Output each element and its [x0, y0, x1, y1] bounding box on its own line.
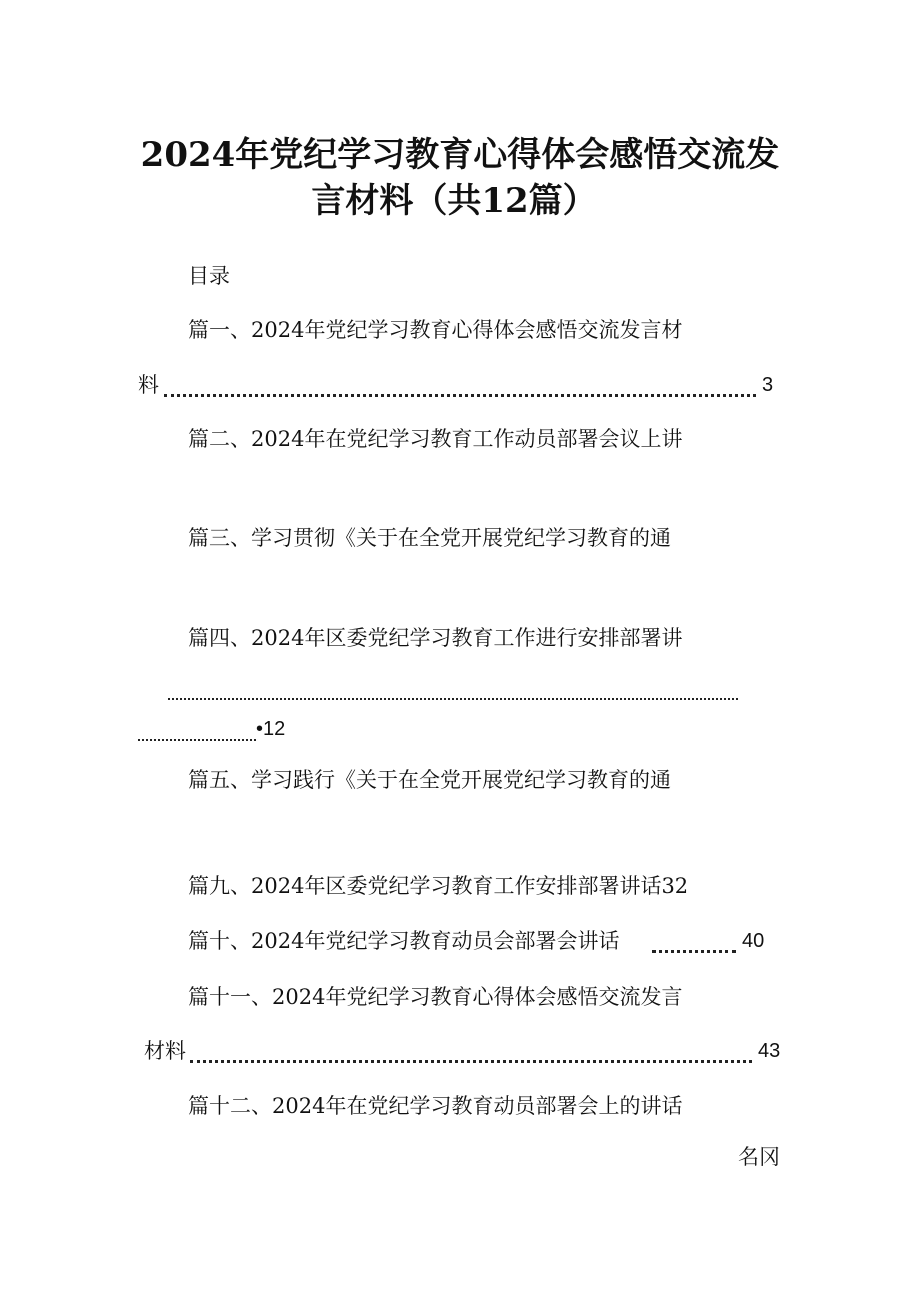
toc-leader-dots	[164, 369, 756, 397]
document-title-line-1: 2024年党纪学习教育心得体会感悟交流发	[140, 135, 780, 175]
toc-entry-9[interactable]: 篇九、2024年区委党纪学习教育工作安排部署讲话32	[188, 874, 689, 898]
footer-text: 名冈	[738, 1145, 780, 1169]
toc-entry-4-page: •12	[256, 718, 286, 740]
toc-entry-5[interactable]: 篇五、学习践行《关于在全党开展党纪学习教育的通	[188, 768, 671, 792]
toc-entry-1-continuation: 料	[138, 373, 159, 397]
toc-entry-1[interactable]: 篇一、2024年党纪学习教育心得体会感悟交流发言材	[188, 318, 683, 342]
toc-entry-11-page: 43	[758, 1040, 781, 1062]
toc-leader-dots	[652, 925, 736, 953]
document-title-line-2: 言材料（共12篇）	[311, 181, 597, 221]
toc-leader-dots	[190, 1035, 752, 1063]
toc-entry-2[interactable]: 篇二、2024年在党纪学习教育工作动员部署会议上讲	[188, 427, 683, 451]
toc-leader-dots	[138, 713, 256, 741]
toc-entry-1-page: 3	[762, 374, 774, 396]
toc-entry-11-continuation: 材料	[144, 1039, 186, 1063]
toc-entry-11[interactable]: 篇十一、2024年党纪学习教育心得体会感悟交流发言	[188, 985, 683, 1009]
toc-entry-10-page: 40	[742, 930, 765, 952]
toc-entry-10[interactable]: 篇十、2024年党纪学习教育动员会部署会讲话	[188, 929, 620, 953]
toc-entry-3[interactable]: 篇三、学习贯彻《关于在全党开展党纪学习教育的通	[188, 526, 671, 550]
toc-entry-12[interactable]: 篇十二、2024年在党纪学习教育动员部署会上的讲话	[188, 1094, 683, 1118]
toc-entry-4[interactable]: 篇四、2024年区委党纪学习教育工作进行安排部署讲	[188, 626, 683, 650]
toc-label: 目录	[188, 264, 230, 288]
toc-leader-dots	[168, 672, 738, 700]
